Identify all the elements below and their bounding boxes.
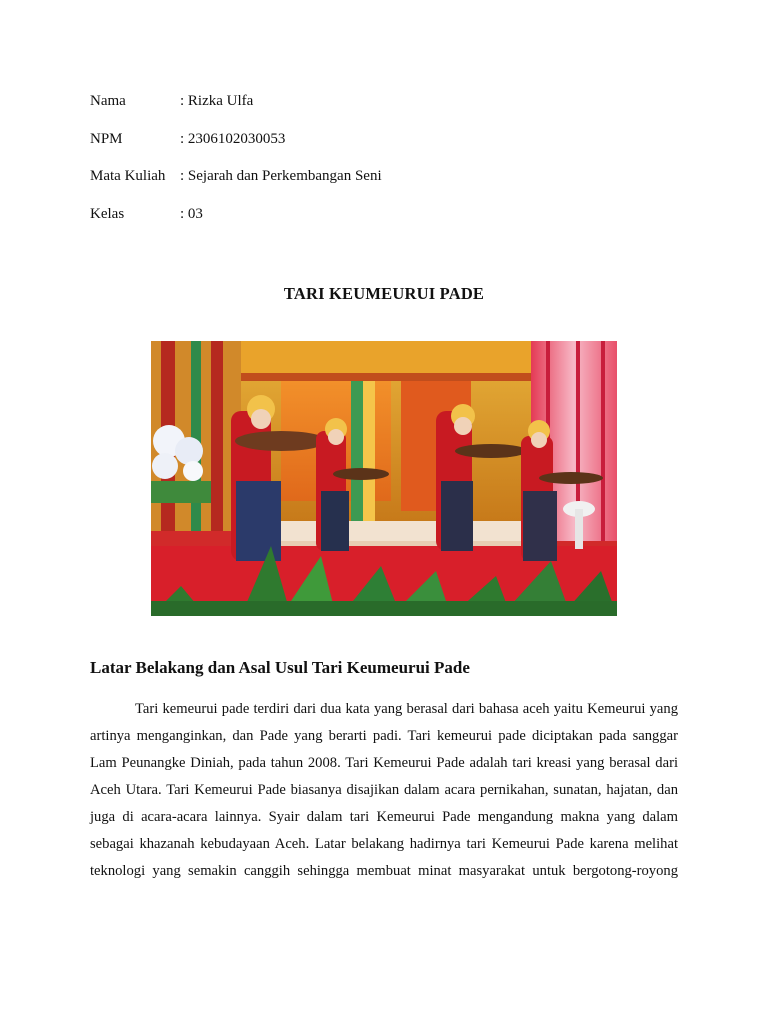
info-value: : Rizka Ulfa: [180, 93, 254, 109]
student-info: [90, 90, 690, 240]
info-label: Nama: [90, 93, 126, 109]
info-value: : Sejarah dan Perkembangan Seni: [180, 168, 382, 184]
info-row-course: [90, 165, 690, 203]
info-label: NPM: [90, 130, 123, 147]
info-row-name: [90, 90, 690, 128]
paragraph-line: Tari kemeurui pade terdiri dari dua kata yang berasal dari bahasa aceh yaitu Kemeurui yang: [135, 701, 678, 717]
info-row-npm: [90, 128, 690, 166]
paragraph-line: sebagai khazanah kebudayaan Aceh. Latar belakang hadirnya tari Kemeurui Pade karena melihat: [90, 836, 678, 852]
dance-photo: [151, 341, 617, 616]
paragraph-line: teknologi yang semakin canggih sehingga membuat minat masyarakat untuk bergotong-royong: [90, 863, 678, 879]
info-label: Mata Kuliah: [90, 168, 166, 184]
info-label: Kelas: [90, 205, 125, 222]
info-row-class: [90, 203, 690, 241]
info-value: : 2306102030053: [180, 130, 286, 147]
info-value: : 03: [180, 205, 203, 222]
paragraph-line: artinya menganginkan, dan Pade yang berarti padi. Tari kemeurui pade diciptakan pada sanggar: [90, 728, 678, 744]
section-heading: Latar Belakang dan Asal Usul Tari Keumeurui Pade: [90, 658, 470, 677]
paragraph-line: juga di acara-acara lainnya. Syair dalam tari Kemeurui Pade mengandung makna yang dalam: [90, 809, 678, 825]
section-paragraph: [90, 696, 678, 885]
document-title: TARI KEUMEURUI PADE: [283, 284, 485, 303]
paragraph-line: Aceh Utara. Tari Kemeurui Pade biasanya disajikan dalam acara pernikahan, sunatan, hajatan, dan: [90, 782, 678, 798]
paragraph-line: Lam Peunangke Diniah, pada tahun 2008. Tari Kemeurui Pade adalah tari kreasi yang berasal dari: [90, 755, 678, 771]
